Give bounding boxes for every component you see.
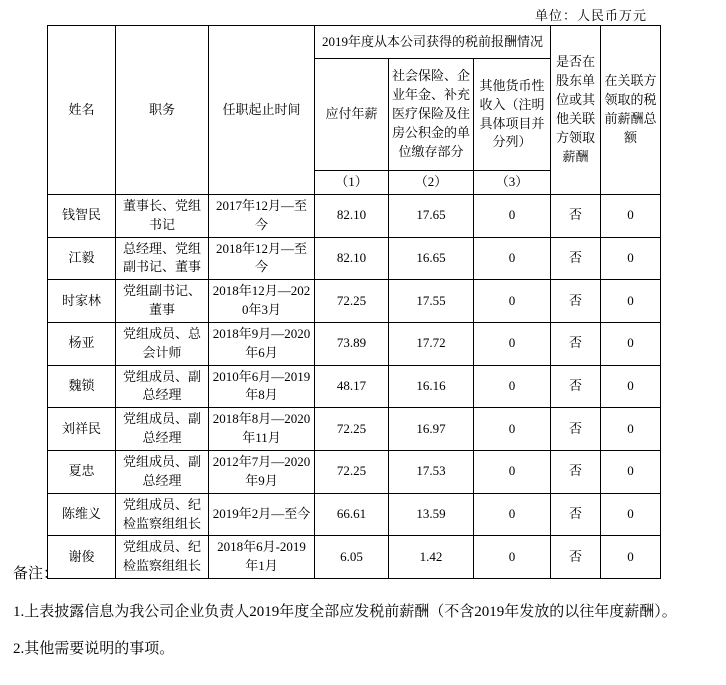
header-related-party-flag: 是否在股东单位或其他关联方领取薪酬 bbox=[551, 26, 601, 195]
header-related-party-total: 在关联方领取的税前薪酬总额 bbox=[601, 26, 661, 195]
header-col-no-3: （3） bbox=[474, 171, 551, 195]
cell-related-flag: 否 bbox=[551, 322, 601, 365]
cell-other-income: 0 bbox=[474, 536, 551, 579]
cell-position: 党组成员、副总经理 bbox=[116, 450, 209, 493]
cell-related-flag: 否 bbox=[551, 194, 601, 237]
cell-salary: 82.10 bbox=[315, 194, 389, 237]
cell-term: 2018年6月-2019年1月 bbox=[209, 536, 315, 579]
cell-salary: 48.17 bbox=[315, 365, 389, 408]
header-other-income: 其他货币性收入（注明具体项目并分列） bbox=[474, 59, 551, 171]
cell-related-total: 0 bbox=[601, 493, 661, 536]
header-2019-group: 2019年度从本公司获得的税前报酬情况 bbox=[315, 26, 551, 59]
cell-related-total: 0 bbox=[601, 365, 661, 408]
cell-insurance: 17.53 bbox=[389, 450, 474, 493]
header-insurance: 社会保险、企业年金、补充医疗保险及住房公积金的单位缴存部分 bbox=[389, 59, 474, 171]
cell-insurance: 16.16 bbox=[389, 365, 474, 408]
cell-related-total: 0 bbox=[601, 450, 661, 493]
cell-name: 谢俊 bbox=[48, 536, 116, 579]
note-item-2: 2.其他需要说明的事项。 bbox=[13, 641, 175, 657]
cell-related-total: 0 bbox=[601, 194, 661, 237]
cell-salary: 72.25 bbox=[315, 280, 389, 323]
cell-salary: 72.25 bbox=[315, 450, 389, 493]
cell-other-income: 0 bbox=[474, 493, 551, 536]
cell-related-flag: 否 bbox=[551, 493, 601, 536]
cell-other-income: 0 bbox=[474, 408, 551, 451]
cell-related-flag: 否 bbox=[551, 536, 601, 579]
cell-related-total: 0 bbox=[601, 237, 661, 280]
cell-term: 2010年6月—2019年8月 bbox=[209, 365, 315, 408]
cell-salary: 72.25 bbox=[315, 408, 389, 451]
header-col-no-1: （1） bbox=[315, 171, 389, 195]
cell-position: 总经理、党组副书记、董事 bbox=[116, 237, 209, 280]
cell-salary: 6.05 bbox=[315, 536, 389, 579]
header-position: 职务 bbox=[116, 26, 209, 195]
cell-related-flag: 否 bbox=[551, 408, 601, 451]
cell-other-income: 0 bbox=[474, 365, 551, 408]
cell-name: 魏锁 bbox=[48, 365, 116, 408]
unit-label: 单位：人民币万元 bbox=[534, 8, 647, 23]
cell-insurance: 17.55 bbox=[389, 280, 474, 323]
header-term: 任职起止时间 bbox=[209, 26, 315, 195]
cell-position: 党组成员、总会计师 bbox=[116, 322, 209, 365]
cell-insurance: 16.97 bbox=[389, 408, 474, 451]
cell-term: 2012年7月—2020年9月 bbox=[209, 450, 315, 493]
header-salary: 应付年薪 bbox=[315, 59, 389, 171]
cell-related-flag: 否 bbox=[551, 237, 601, 280]
header-col-no-2: （2） bbox=[389, 171, 474, 195]
cell-position: 党组成员、副总经理 bbox=[116, 408, 209, 451]
cell-term: 2018年12月—至今 bbox=[209, 237, 315, 280]
cell-position: 党组成员、纪检监察组组长 bbox=[116, 536, 209, 579]
table-row bbox=[48, 365, 661, 408]
cell-position: 党组成员、纪检监察组组长 bbox=[116, 493, 209, 536]
cell-salary: 82.10 bbox=[315, 237, 389, 280]
cell-term: 2018年12月—2020年3月 bbox=[209, 280, 315, 323]
cell-name: 杨亚 bbox=[48, 322, 116, 365]
cell-position: 董事长、党组书记 bbox=[116, 194, 209, 237]
compensation-table bbox=[47, 25, 661, 579]
cell-related-flag: 否 bbox=[551, 280, 601, 323]
table-row bbox=[48, 322, 661, 365]
notes-label: 备注： bbox=[13, 566, 59, 582]
cell-related-total: 0 bbox=[601, 322, 661, 365]
cell-term: 2017年12月—至今 bbox=[209, 194, 315, 237]
cell-name: 江毅 bbox=[48, 237, 116, 280]
cell-name: 钱智民 bbox=[48, 194, 116, 237]
table-row bbox=[48, 237, 661, 280]
cell-insurance: 1.42 bbox=[389, 536, 474, 579]
cell-related-total: 0 bbox=[601, 408, 661, 451]
notes-section bbox=[13, 566, 719, 679]
cell-other-income: 0 bbox=[474, 450, 551, 493]
cell-salary: 66.61 bbox=[315, 493, 389, 536]
cell-term: 2018年8月—2020年11月 bbox=[209, 408, 315, 451]
cell-other-income: 0 bbox=[474, 280, 551, 323]
cell-related-total: 0 bbox=[601, 280, 661, 323]
cell-related-flag: 否 bbox=[551, 365, 601, 408]
cell-position: 党组副书记、董事 bbox=[116, 280, 209, 323]
cell-other-income: 0 bbox=[474, 237, 551, 280]
cell-insurance: 17.72 bbox=[389, 322, 474, 365]
cell-term: 2019年2月—至今 bbox=[209, 493, 315, 536]
header-name: 姓名 bbox=[48, 26, 116, 195]
cell-other-income: 0 bbox=[474, 194, 551, 237]
cell-position: 党组成员、副总经理 bbox=[116, 365, 209, 408]
table-row bbox=[48, 408, 661, 451]
note-item-1: 1.上表披露信息为我公司企业负责人2019年度全部应发税前薪酬（不含2019年发放的以往年度薪酬）。 bbox=[13, 603, 677, 620]
table-row bbox=[48, 450, 661, 493]
cell-term: 2018年9月—2020年6月 bbox=[209, 322, 315, 365]
cell-related-total: 0 bbox=[601, 536, 661, 579]
cell-salary: 73.89 bbox=[315, 322, 389, 365]
cell-insurance: 13.59 bbox=[389, 493, 474, 536]
table-row bbox=[48, 280, 661, 323]
header-row-group bbox=[48, 26, 661, 59]
cell-insurance: 17.65 bbox=[389, 194, 474, 237]
table-row bbox=[48, 194, 661, 237]
cell-name: 陈维义 bbox=[48, 493, 116, 536]
cell-name: 夏忠 bbox=[48, 450, 116, 493]
cell-insurance: 16.65 bbox=[389, 237, 474, 280]
cell-other-income: 0 bbox=[474, 322, 551, 365]
cell-name: 时家林 bbox=[48, 280, 116, 323]
cell-related-flag: 否 bbox=[551, 450, 601, 493]
cell-name: 刘祥民 bbox=[48, 408, 116, 451]
table-row bbox=[48, 493, 661, 536]
